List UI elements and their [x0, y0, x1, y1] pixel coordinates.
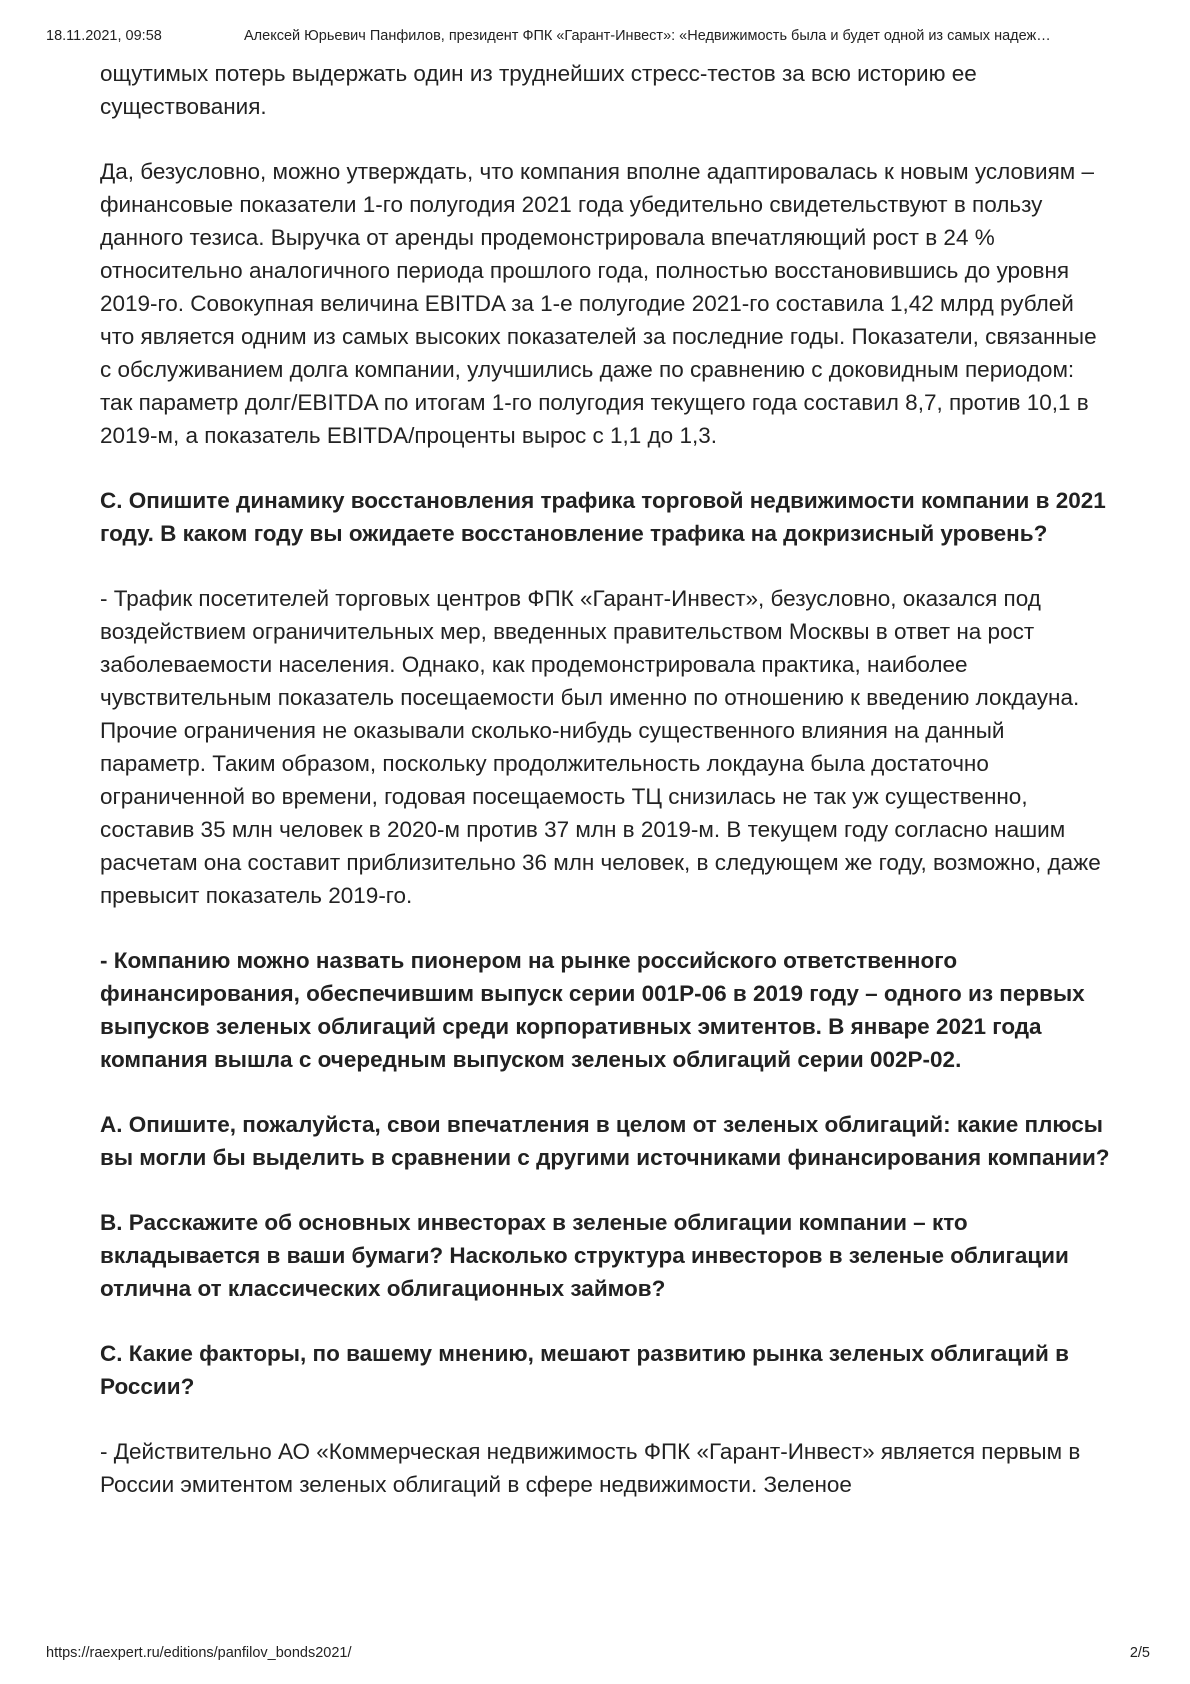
page-number: 2/5: [1129, 1645, 1150, 1661]
question-green-bonds-investors: B. Расскажите об основных инвесторах в зеленые облигации компании – кто вкладывается в ваши бумаги? Насколько структура инвесторов в зеленые облигации отлична от классических облигационных займов?: [100, 1210, 1069, 1301]
question-traffic-recovery: C. Опишите динамику восстановления трафика торговой недвижимости компании в 2021 году. В каком году вы ожидаете восстановление трафика на докризисный уровень?: [100, 488, 1106, 546]
print-footer: [46, 1645, 1150, 1667]
answer-traffic-recovery: - Трафик посетителей торговых центров ФПК «Гарант-Инвест», безусловно, оказался под воздействием ограничительных мер, введенных правительством Москвы в ответ на рост заболеваемости населения. Однако, как продемонстрировала практика, наиболее чувствительным показатель посещаемости был именно по отношению к введению локдауна. Прочие ограничения не оказывали сколько-нибудь существенного влияния на данный параметр. Таким образом, поскольку продолжительность локдауна была достаточно ограниченной во времени, годовая посещаемость ТЦ снизилась не так уж существенно, составив 35 млн человек в 2020-м против 37 млн в 2019-м. В текущем году согласно нашим расчетам она составит приблизительно 36 млн человек, в следующем же году, возможно, даже превысит показатель 2019-го.: [100, 586, 1101, 908]
answer-green-bonds: - Действительно АО «Коммерческая недвижимость ФПК «Гарант-Инвест» является первым в России эмитентом зеленых облигаций в сфере недвижимости. Зеленое: [100, 1439, 1081, 1497]
paragraph-financial-results: Да, безусловно, можно утверждать, что компания вполне адаптировалась к новым условиям – финансовые показатели 1-го полугодия 2021 года убедительно свидетельствуют в пользу данного тезиса. Выручка от аренды продемонстрировала впечатляющий рост в 24 % относительно аналогичного периода прошлого года, полностью восстановившись до уровня 2019-го. Совокупная величина EBITDA за 1-е полугодие 2021-го составила 1,42 млрд рублей что является одним из самых высоких показателей за последние годы. Показатели, связанные с обслуживанием долга компании, улучшились даже по сравнению с доковидным периодом: так параметр долг/EBITDA по итогам 1-го полугодия текущего года составил 8,7, против 10,1 в 2019-м, а показатель EBITDA/проценты вырос с 1,1 до 1,3.: [100, 159, 1097, 448]
print-url: https://raexpert.ru/editions/panfilov_bonds2021/: [46, 1645, 352, 1661]
question-green-bonds-impressions: A. Опишите, пожалуйста, свои впечатления в целом от зеленых облигаций: какие плюсы вы могли бы выделить в сравнении с другими источниками финансирования компании?: [100, 1112, 1110, 1170]
intro-green-bonds: - Компанию можно назвать пионером на рынке российского ответственного финансирования, обеспечившим выпуск серии 001Р-06 в 2019 году – одного из первых выпусков зеленых облигаций среди корпоративных эмитентов. В январе 2021 года компания вышла с очередным выпуском зеленых облигаций серии 002Р-02.: [100, 948, 1085, 1072]
print-page-title: Алексей Юрьевич Панфилов, президент ФПК «Гарант-Инвест»: «Недвижимость была и будет одной из самых надеж…: [244, 28, 1051, 44]
print-header: [46, 28, 1150, 50]
question-green-bonds-market-factors: C. Какие факторы, по вашему мнению, мешают развитию рынка зеленых облигаций в России?: [100, 1341, 1069, 1399]
paragraph-intro-continuation: ощутимых потерь выдержать один из труднейших стресс-тестов за всю историю ее существования.: [100, 61, 977, 119]
print-datetime: 18.11.2021, 09:58: [46, 28, 162, 44]
article-body: [100, 57, 1110, 1533]
